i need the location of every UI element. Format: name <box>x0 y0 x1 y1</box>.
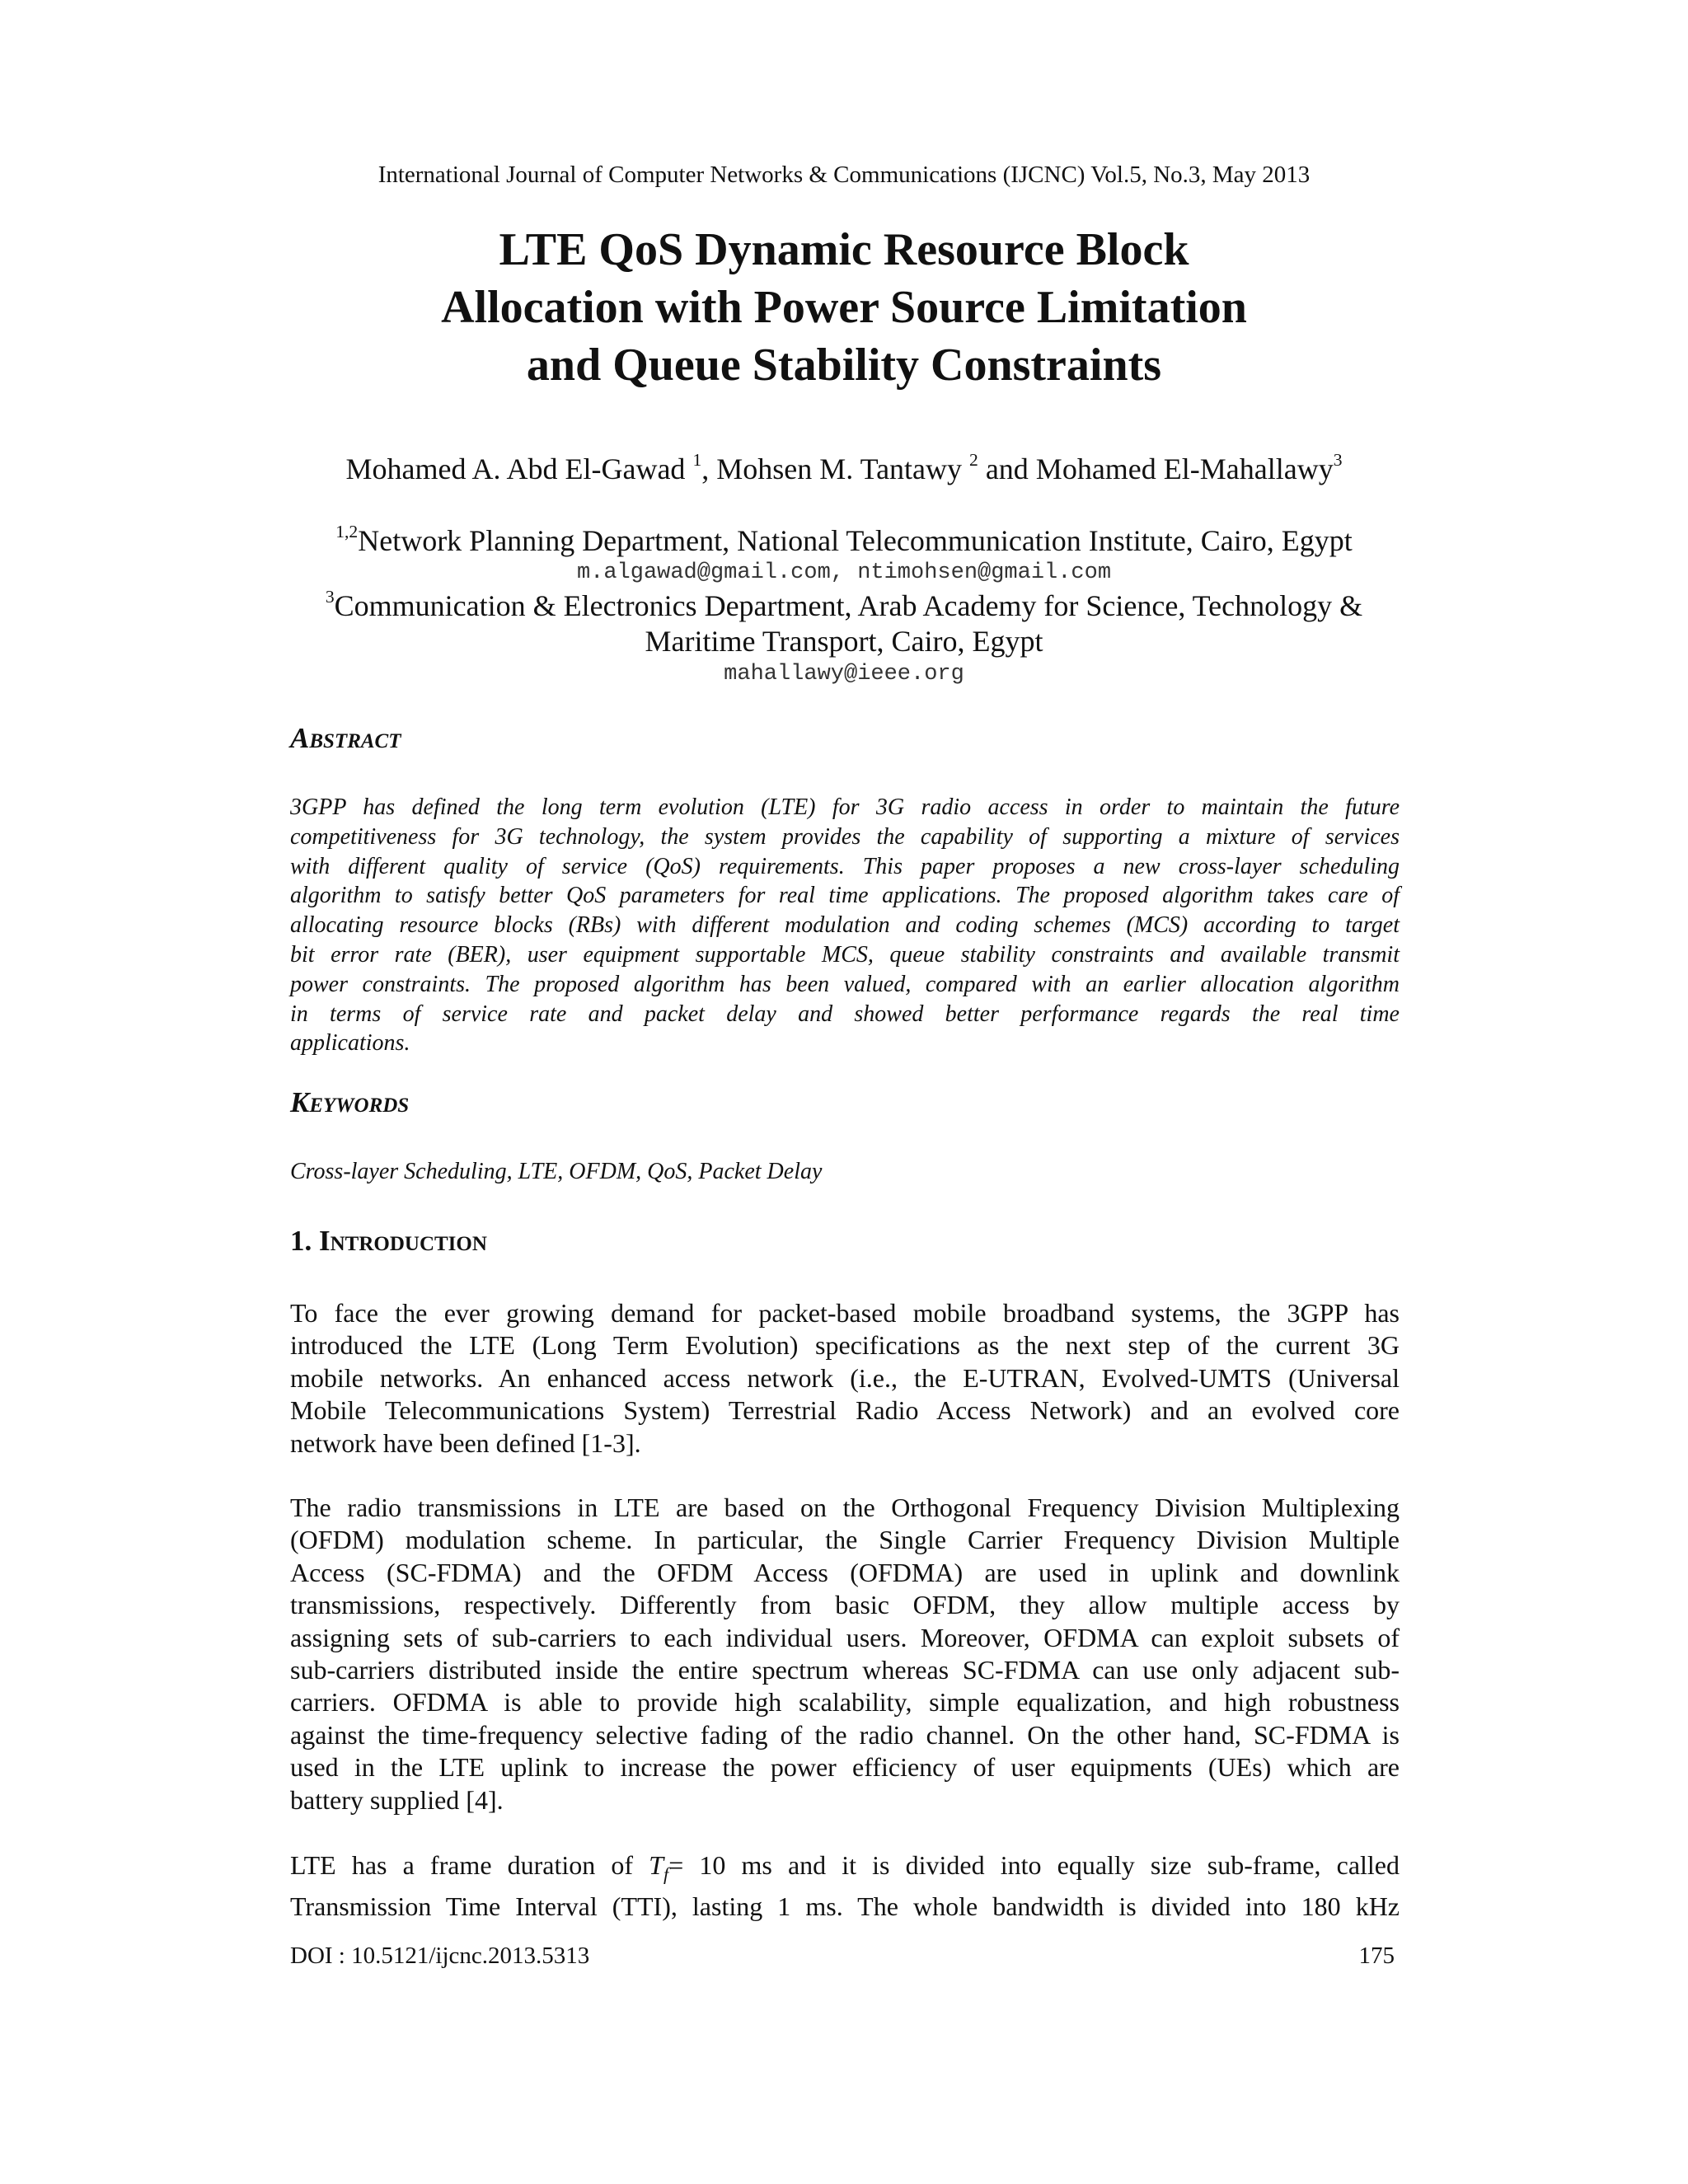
paragraph-line: carriers. OFDMA is able to provide high scalability, simple equalization, and high robustness <box>290 1687 1400 1718</box>
footer-doi: DOI : 10.5121/ijcnc.2013.5313 <box>290 1943 590 1969</box>
paragraph-line <box>290 1849 1400 1891</box>
paragraph-line: network have been defined [1-3]. <box>290 1427 641 1458</box>
paragraph-line: To face the ever growing demand for packet-based mobile broadband systems, the 3GPP has <box>290 1298 1400 1328</box>
paragraph-line: sub-carriers distributed inside the entire spectrum whereas SC-FDMA can use only adjacent sub- <box>290 1655 1400 1685</box>
abstract-line: power constraints. The proposed algorithm has been valued, compared with an earlier allocation algorithm <box>290 971 1400 997</box>
paragraph-line: Access (SC-FDMA) and the OFDM Access (OFDMA) are used in uplink and downlink <box>290 1557 1400 1587</box>
affiliation-1-sup: 1,2 <box>335 521 359 541</box>
intro-paragraph-3 <box>290 1849 1400 1923</box>
affiliation-1-email: m.algawad@gmail.com, ntimohsen@gmail.com <box>576 560 1112 585</box>
introduction-heading-text: Introduction <box>319 1225 487 1257</box>
author-1: Mohamed A. Abd El-Gawad <box>345 452 693 485</box>
title-line-2: Allocation with Power Source Limitation <box>441 282 1247 333</box>
affiliation-1-text: Network Planning Department, National Telecommunication Institute, Cairo, Egypt <box>358 524 1353 557</box>
abstract-line: with different quality of service (QoS) requirements. This paper proposes a new cross-layer scheduling <box>290 853 1400 879</box>
journal-header: International Journal of Computer Networks & Communications (IJCNC) Vol.5, No.3, May 2013 <box>377 162 1311 188</box>
paragraph-line: The radio transmissions in LTE are based on the Orthogonal Frequency Division Multiplexing <box>290 1493 1400 1522</box>
introduction-number: 1. <box>290 1225 319 1257</box>
paragraph-line: Mobile Telecommunications System) Terrestrial Radio Access Network) and an evolved core <box>290 1395 1400 1426</box>
author-3-sup: 3 <box>1333 449 1343 470</box>
keywords-heading <box>290 1086 409 1119</box>
paragraph-line: assigning sets of sub-carriers to each individual users. Moreover, OFDMA can exploit subsets of <box>290 1622 1400 1652</box>
paragraph-line: introduced the LTE (Long Term Evolution) specifications as the next step of the current 3G <box>290 1330 1400 1361</box>
paragraph-line: mobile networks. An enhanced access network (i.e., the E-UTRAN, Evolved-UMTS (Universal <box>290 1362 1400 1393</box>
abstract-body <box>290 793 1400 1058</box>
keywords-text: Cross-layer Scheduling, LTE, OFDM, QoS, Packet Delay <box>290 1159 823 1184</box>
frame-duration-symbol: T <box>649 1850 663 1880</box>
author-2-sup: 2 <box>969 449 978 470</box>
introduction-heading <box>290 1225 487 1258</box>
affiliation-2 <box>0 588 1688 623</box>
p3-text-a: LTE has a frame duration of <box>290 1850 649 1880</box>
frame-duration-subscript: f <box>663 1863 669 1885</box>
abstract-line: 3GPP has defined the long term evolution (LTE) for 3G radio access in order to maintain the future <box>290 794 1400 820</box>
abstract-heading-text: Abstract <box>290 722 401 754</box>
keywords-heading-text: Keywords <box>290 1086 410 1118</box>
footer-page-number: 175 <box>1358 1943 1395 1969</box>
intro-paragraph-2 <box>290 1492 1400 1816</box>
abstract-line: applications. <box>290 1030 410 1057</box>
author-list <box>0 449 1688 486</box>
abstract-line: bit error rate (BER), user equipment supportable MCS, queue stability constraints and available transmit <box>290 941 1400 968</box>
paragraph-line: (OFDM) modulation scheme. In particular, the Single Carrier Frequency Division Multiple <box>290 1525 1400 1555</box>
paragraph-line: used in the LTE uplink to increase the power efficiency of user equipments (UEs) which are <box>290 1752 1400 1783</box>
abstract-line: algorithm to satisfy better QoS parameters for real time applications. The proposed algorithm takes care of <box>290 883 1400 909</box>
affiliation-2-line-2: Maritime Transport, Cairo, Egypt <box>645 625 1043 658</box>
author-2: , Mohsen M. Tantawy <box>701 452 970 485</box>
affiliation-2-text: Communication & Electronics Department, Arab Academy for Science, Technology & <box>334 589 1363 622</box>
paragraph-line: against the time-frequency selective fading of the radio channel. On the other hand, SC-FDMA is <box>290 1719 1400 1750</box>
paragraph-line: Transmission Time Interval (TTI), lasting 1 ms. The whole bandwidth is divided into 180 kHz <box>290 1891 1400 1921</box>
paragraph-line: transmissions, respectively. Differently from basic OFDM, they allow multiple access by <box>290 1590 1400 1620</box>
p3-text-b: = 10 ms and it is divided into equally size sub-frame, called <box>668 1850 1400 1880</box>
title-line-1: LTE QoS Dynamic Resource Block <box>499 224 1189 275</box>
affiliation-2-email: mahallawy@ieee.org <box>724 662 964 687</box>
abstract-line: competitiveness for 3G technology, the system provides the capability of supporting a mixture of services <box>290 823 1400 850</box>
abstract-line: allocating resource blocks (RBs) with different modulation and coding schemes (MCS) according to target <box>290 912 1400 939</box>
intro-paragraph-1 <box>290 1297 1400 1460</box>
title-line-3: and Queue Stability Constraints <box>526 340 1162 391</box>
affiliation-2-sup: 3 <box>325 586 335 607</box>
abstract-line: in terms of service rate and packet delay and showed better performance regards the real time <box>290 1001 1400 1027</box>
paper-title <box>165 221 1523 394</box>
affiliation-1 <box>0 523 1688 558</box>
author-1-sup: 1 <box>692 449 702 470</box>
paragraph-line: battery supplied [4]. <box>290 1784 504 1815</box>
abstract-heading <box>290 722 401 755</box>
author-3: and Mohamed El-Mahallawy <box>978 452 1334 485</box>
